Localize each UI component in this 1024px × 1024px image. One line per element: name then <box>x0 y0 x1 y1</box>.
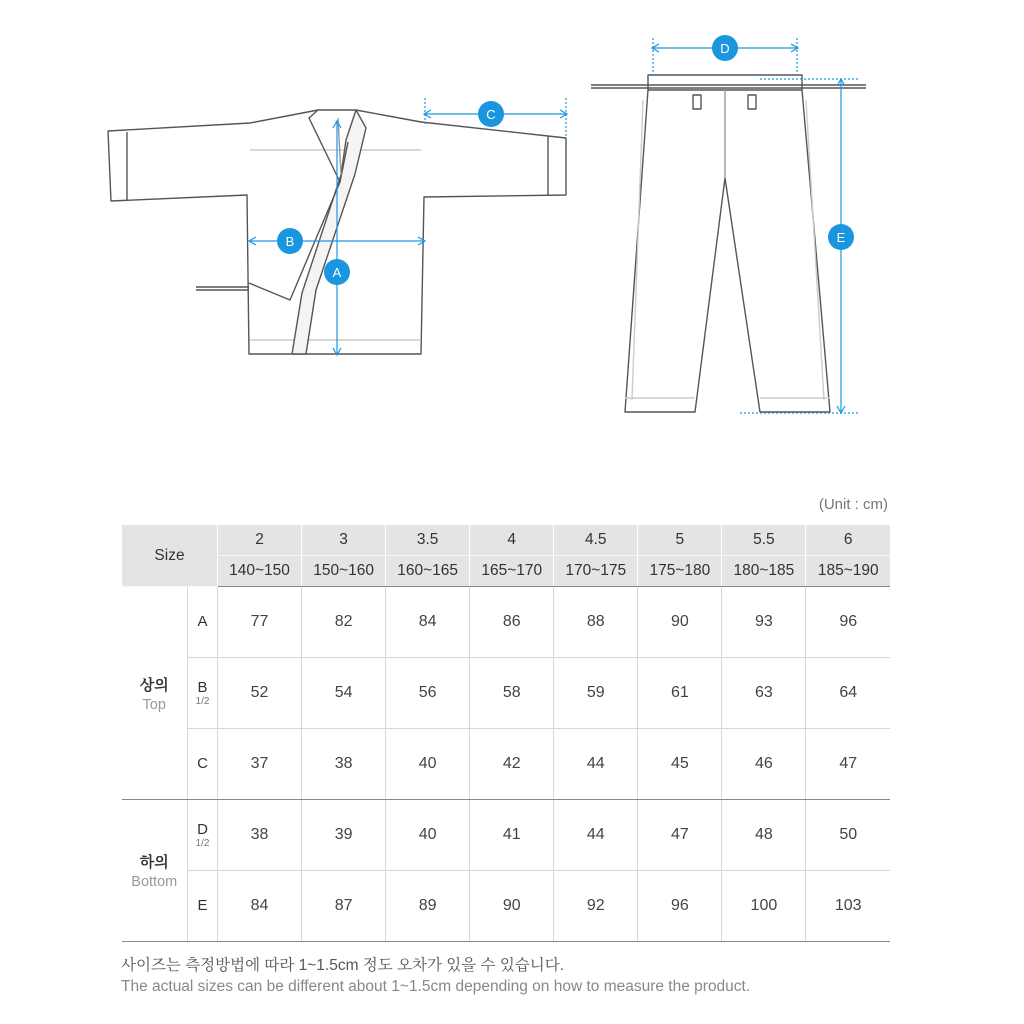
measure-a-badge <box>324 259 350 285</box>
measurement-label <box>188 587 218 658</box>
measure-b-badge <box>277 228 303 254</box>
measurement-value: 96 <box>806 587 890 658</box>
group-label <box>122 800 188 942</box>
height-range: 170~175 <box>554 556 638 587</box>
measurement-value: 44 <box>554 800 638 871</box>
pants-illustration <box>591 75 866 412</box>
size-value: 4 <box>470 525 554 556</box>
height-range: 140~150 <box>218 556 302 587</box>
measurement-letter: B <box>197 679 208 696</box>
height-range: 165~170 <box>470 556 554 587</box>
height-range: 180~185 <box>722 556 806 587</box>
measurement-letter: C <box>197 755 208 772</box>
measurement-value: 42 <box>470 729 554 800</box>
measurement-label <box>188 658 218 729</box>
size-value: 3 <box>302 525 386 556</box>
measurement-value: 47 <box>806 729 890 800</box>
measurement-value: 37 <box>218 729 302 800</box>
measurement-value: 87 <box>302 871 386 942</box>
note-english: The actual sizes can be different about 1~1.5cm depending on how to measure the product. <box>121 978 751 995</box>
measure-d-badge <box>712 35 738 61</box>
measurement-value: 59 <box>554 658 638 729</box>
note-korean: 사이즈는 측정방법에 따라 1~1.5cm 정도 오차가 있을 수 있습니다. <box>121 957 565 974</box>
table-row <box>122 729 891 800</box>
measurement-letter: A <box>197 613 208 630</box>
measurement-value: 61 <box>638 658 722 729</box>
measurement-value: 77 <box>218 587 302 658</box>
half-note: 1/2 <box>195 696 210 707</box>
measurement-value: 47 <box>638 800 722 871</box>
measurement-value: 90 <box>638 587 722 658</box>
measurement-value: 89 <box>386 871 470 942</box>
table-row <box>122 587 891 658</box>
measurement-value: 93 <box>722 587 806 658</box>
group-label <box>122 587 188 800</box>
size-value: 2 <box>218 525 302 556</box>
measurement-value: 41 <box>470 800 554 871</box>
measurement-value: 46 <box>722 729 806 800</box>
measurement-value: 38 <box>218 800 302 871</box>
size-value: 5 <box>638 525 722 556</box>
unit-label: (Unit : cm) <box>818 496 888 513</box>
measurement-value: 45 <box>638 729 722 800</box>
measurement-label <box>188 800 218 871</box>
svg-text:A: A <box>332 265 342 280</box>
measurement-value: 50 <box>806 800 890 871</box>
measurement-value: 40 <box>386 729 470 800</box>
table-row <box>122 800 891 871</box>
measurement-value: 44 <box>554 729 638 800</box>
measurement-letter: D <box>197 821 208 838</box>
measurement-value: 54 <box>302 658 386 729</box>
group-name-korean: 하의 <box>139 854 169 871</box>
measurement-value: 96 <box>638 871 722 942</box>
height-range: 160~165 <box>386 556 470 587</box>
group-name-korean: 상의 <box>139 676 169 694</box>
measurement-value: 38 <box>302 729 386 800</box>
measurement-value: 84 <box>386 587 470 658</box>
size-value: 3.5 <box>386 525 470 556</box>
size-value: 4.5 <box>554 525 638 556</box>
svg-text:C: C <box>486 107 496 122</box>
group-name-english: Bottom <box>131 874 178 890</box>
measurement-value: 90 <box>470 871 554 942</box>
height-range: 185~190 <box>806 556 890 587</box>
measurement-value: 48 <box>722 800 806 871</box>
half-note: 1/2 <box>195 838 210 849</box>
measurement-label <box>188 729 218 800</box>
group-name-english: Top <box>142 696 166 713</box>
table-row <box>122 658 891 729</box>
measurement-value: 63 <box>722 658 806 729</box>
measurement-value: 64 <box>806 658 890 729</box>
size-chart-table <box>121 525 890 942</box>
svg-text:E: E <box>836 230 846 245</box>
measurement-value: 92 <box>554 871 638 942</box>
measurement-value: 52 <box>218 658 302 729</box>
measurement-letter: E <box>197 897 208 914</box>
measurement-value: 40 <box>386 800 470 871</box>
size-header: Size <box>122 525 218 587</box>
measurement-value: 88 <box>554 587 638 658</box>
table-row <box>122 871 891 942</box>
measurement-value: 58 <box>470 658 554 729</box>
height-range: 150~160 <box>302 556 386 587</box>
svg-text:B: B <box>285 234 295 249</box>
height-range: 175~180 <box>638 556 722 587</box>
measurement-value: 103 <box>806 871 890 942</box>
measurement-value: 39 <box>302 800 386 871</box>
measurement-value: 84 <box>218 871 302 942</box>
measurement-label <box>188 871 218 942</box>
uniform-measurement-diagram <box>0 0 1024 440</box>
svg-text:D: D <box>720 41 730 56</box>
measurement-value: 86 <box>470 587 554 658</box>
measure-c-badge <box>478 101 504 127</box>
size-value: 5.5 <box>722 525 806 556</box>
measurement-value: 56 <box>386 658 470 729</box>
measure-e-badge <box>828 224 854 250</box>
measurement-value: 82 <box>302 587 386 658</box>
measurement-value: 100 <box>722 871 806 942</box>
size-value: 6 <box>806 525 890 556</box>
